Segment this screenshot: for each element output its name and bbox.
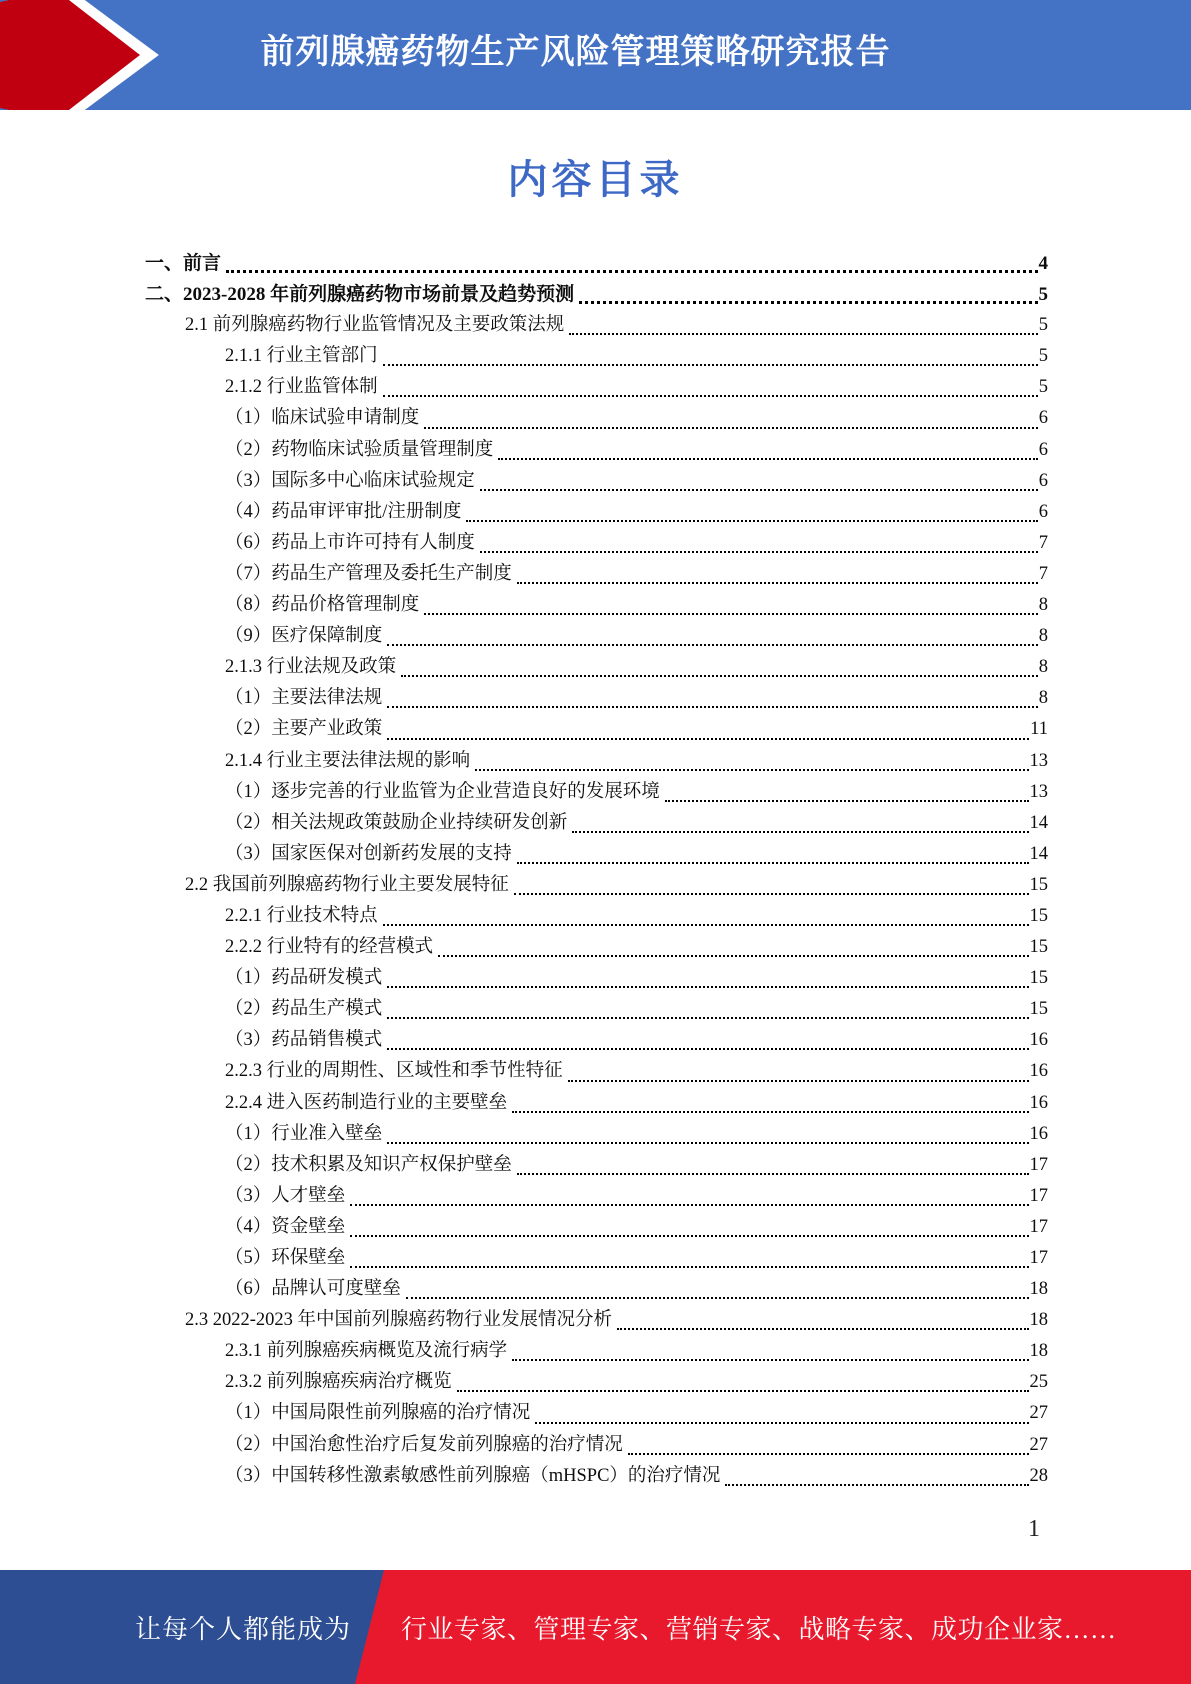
toc-entry-page: 27: [1029, 1434, 1048, 1455]
dot-leader: [517, 862, 1029, 864]
page-number-indicator: 1: [1028, 1516, 1040, 1542]
toc-entry[interactable]: [145, 1181, 1048, 1212]
report-title: 前列腺癌药物生产风险管理策略研究报告: [260, 32, 891, 71]
footer-slogan-right: 行业专家、管理专家、营销专家、战略专家、成功企业家……: [401, 1614, 1117, 1644]
toc-entry-label: 2.2.4 进入医药制造行业的主要壁垒: [225, 1092, 508, 1113]
toc-entry-page: 28: [1029, 1465, 1048, 1486]
toc-entry-page: 15: [1029, 905, 1048, 926]
toc-entry-label: （3）药品销售模式: [225, 1030, 383, 1051]
dot-leader: [514, 893, 1029, 895]
toc-entry-page: 13: [1029, 781, 1048, 802]
toc-entry-page: 6: [1038, 439, 1048, 460]
dot-leader: [387, 706, 1037, 708]
toc-entry[interactable]: [145, 714, 1048, 745]
toc-entry-label: （1）逐步完善的行业监管为企业营造良好的发展环境: [225, 781, 660, 802]
toc-entry-page: 4: [1038, 253, 1048, 274]
toc-entry-label: （8）药品价格管理制度: [225, 595, 420, 616]
dot-leader: [226, 270, 1037, 273]
toc-entry[interactable]: [145, 963, 1048, 994]
dot-leader: [498, 458, 1037, 460]
toc-entry[interactable]: [145, 1025, 1048, 1056]
toc-entry-label: 一、前言: [145, 253, 222, 274]
toc-entry[interactable]: [145, 777, 1048, 808]
toc-entry-label: 2.3.2 前列腺癌疾病治疗概览: [225, 1372, 452, 1393]
toc-entry-page: 16: [1029, 1123, 1048, 1144]
dot-leader: [617, 1328, 1028, 1330]
dot-leader: [406, 1297, 1029, 1299]
toc-entry-page: 11: [1030, 719, 1048, 740]
footer-banner: [0, 1570, 1191, 1684]
dot-leader: [665, 800, 1029, 802]
toc-entry-label: （3）国家医保对创新药发展的支持: [225, 843, 512, 864]
toc-entry-page: 5: [1038, 315, 1048, 336]
dot-leader: [475, 769, 1028, 771]
toc-entry-page: 15: [1029, 968, 1048, 989]
toc-title: 内容目录: [507, 157, 684, 202]
toc-entry[interactable]: [145, 1119, 1048, 1150]
toc-entry-label: 2.2.1 行业技术特点: [225, 905, 378, 926]
toc-entry-page: 18: [1029, 1341, 1048, 1362]
dot-leader: [438, 955, 1028, 957]
toc-entry[interactable]: [145, 683, 1048, 714]
dot-leader: [387, 1048, 1028, 1050]
toc-entry-page: 8: [1038, 688, 1048, 709]
toc-entry[interactable]: [145, 466, 1048, 497]
dot-leader: [628, 1453, 1029, 1455]
toc-entry[interactable]: [145, 590, 1048, 621]
toc-entry[interactable]: [145, 1461, 1048, 1492]
dot-leader: [517, 1173, 1029, 1175]
toc-entry[interactable]: [145, 808, 1048, 839]
toc-entry[interactable]: [145, 1056, 1048, 1087]
toc-entry-page: 25: [1029, 1372, 1048, 1393]
toc-entry-page: 17: [1029, 1216, 1048, 1237]
toc-entry[interactable]: [145, 1398, 1048, 1429]
toc-entry-page: 27: [1029, 1403, 1048, 1424]
toc-entry-label: 2.3 2022-2023 年中国前列腺癌药物行业发展情况分析: [185, 1310, 613, 1331]
toc-entry[interactable]: [145, 279, 1048, 310]
footer-slogan-left: 让每个人都能成为: [134, 1614, 351, 1644]
dot-leader: [383, 364, 1038, 366]
dot-leader: [387, 1017, 1028, 1019]
toc-entry-label: （2）主要产业政策: [225, 719, 383, 740]
toc-entry-page: 15: [1029, 999, 1048, 1020]
toc-entry-page: 5: [1038, 377, 1048, 398]
toc-entry-label: （3）人才壁垒: [225, 1185, 346, 1206]
toc-entry-label: 2.1.2 行业监管体制: [225, 377, 378, 398]
dot-leader: [572, 831, 1028, 833]
toc-entry[interactable]: [145, 248, 1048, 279]
dot-leader: [457, 1390, 1029, 1392]
toc-entry[interactable]: [145, 1088, 1048, 1119]
dot-leader: [387, 986, 1028, 988]
toc-entry-page: 18: [1029, 1310, 1048, 1331]
toc-entry-label: 2.3.1 前列腺癌疾病概览及流行病学: [225, 1341, 508, 1362]
toc-entry[interactable]: [145, 932, 1048, 963]
toc-entry-page: 15: [1029, 937, 1048, 958]
toc-entry-label: （9）医疗保障制度: [225, 626, 383, 647]
toc-entry-label: 2.1 前列腺癌药物行业监管情况及主要政策法规: [185, 315, 565, 336]
toc-entry-page: 7: [1038, 563, 1048, 584]
toc-entry[interactable]: [145, 403, 1048, 434]
toc-entry-label: （2）药物临床试验质量管理制度: [225, 439, 494, 460]
toc-entry[interactable]: [145, 1336, 1048, 1367]
toc-entry-label: （4）药品审评审批/注册制度: [225, 501, 462, 522]
toc-entry-label: 2.2 我国前列腺癌药物行业主要发展特征: [185, 874, 509, 895]
toc-entry[interactable]: [145, 839, 1048, 870]
dot-leader: [350, 1266, 1028, 1268]
toc-entry-page: 5: [1038, 284, 1048, 306]
toc-entry[interactable]: [145, 559, 1048, 590]
dot-leader: [725, 1484, 1028, 1486]
dot-leader: [517, 582, 1038, 584]
dot-leader: [383, 395, 1038, 397]
toc-entry-page: 7: [1038, 532, 1048, 553]
toc-entry[interactable]: [145, 994, 1048, 1025]
toc-entry-page: 17: [1029, 1154, 1048, 1175]
toc-entry[interactable]: [145, 1243, 1048, 1274]
toc-entry-label: （1）中国局限性前列腺癌的治疗情况: [225, 1403, 531, 1424]
toc-entry-page: 17: [1029, 1185, 1048, 1206]
toc-entry[interactable]: [145, 870, 1048, 901]
toc-entry-page: 6: [1038, 408, 1048, 429]
toc-entry[interactable]: [145, 1367, 1048, 1398]
toc-entry-label: （3）国际多中心临床试验规定: [225, 470, 475, 491]
toc-entry-label: （1）行业准入壁垒: [225, 1123, 383, 1144]
toc-entry[interactable]: [145, 435, 1048, 466]
dot-leader: [568, 1080, 1029, 1082]
toc-entry[interactable]: [145, 1274, 1048, 1305]
toc-entry-page: 6: [1038, 470, 1048, 491]
toc-entry-label: （4）资金壁垒: [225, 1216, 346, 1237]
dot-leader: [424, 427, 1037, 429]
dot-leader: [383, 924, 1029, 926]
toc-entry-page: 14: [1029, 812, 1048, 833]
toc-entry-page: 13: [1029, 750, 1048, 771]
toc-entry-label: 2.1.4 行业主要法律法规的影响: [225, 750, 471, 771]
toc-entry-label: （5）环保壁垒: [225, 1248, 346, 1268]
toc-entry-page: 16: [1029, 1030, 1048, 1051]
dot-leader: [387, 644, 1037, 646]
toc-entry-label: （6）药品上市许可持有人制度: [225, 532, 475, 553]
dot-leader: [424, 613, 1037, 615]
toc-entry-label: （1）药品研发模式: [225, 968, 383, 989]
toc-entry[interactable]: [145, 372, 1048, 403]
dot-leader: [535, 1422, 1028, 1424]
toc-entry-page: 5: [1038, 346, 1048, 367]
toc-entry-page: 18: [1029, 1279, 1048, 1300]
toc-entry-label: （2）药品生产模式: [225, 999, 383, 1020]
toc-entry-page: 6: [1038, 501, 1048, 522]
dot-leader: [512, 1111, 1028, 1113]
dot-leader: [480, 551, 1038, 553]
toc-entry[interactable]: [145, 621, 1048, 652]
dot-leader: [579, 301, 1037, 304]
report-header-banner: [0, 0, 1191, 110]
toc-entry-label: 2.1.1 行业主管部门: [225, 346, 378, 367]
toc-entry[interactable]: [145, 746, 1048, 777]
toc-entry-label: （1）临床试验申请制度: [225, 408, 420, 429]
toc-entry[interactable]: [145, 1305, 1048, 1336]
toc-entry-label: （3）中国转移性激素敏感性前列腺癌（mHSPC）的治疗情况: [225, 1465, 721, 1486]
toc-entry-page: 8: [1038, 595, 1048, 616]
toc-entry-page: 17: [1029, 1248, 1048, 1268]
toc-entry-label: 2.2.3 行业的周期性、区域性和季节性特征: [225, 1061, 563, 1082]
toc-entry-label: （6）品牌认可度壁垒: [225, 1279, 401, 1300]
toc-entry-page: 8: [1038, 657, 1048, 678]
dot-leader: [350, 1204, 1028, 1206]
toc-entry-page: 14: [1029, 843, 1048, 864]
dot-leader: [350, 1235, 1028, 1237]
dot-leader: [387, 738, 1029, 740]
toc-entry-label: 二、2023-2028 年前列腺癌药物市场前景及趋势预测: [145, 284, 575, 306]
dot-leader: [480, 489, 1038, 491]
toc-entry[interactable]: [145, 1430, 1048, 1461]
toc-entry-label: （2）中国治愈性治疗后复发前列腺癌的治疗情况: [225, 1434, 623, 1455]
dot-leader: [569, 333, 1037, 335]
dot-leader: [387, 1142, 1028, 1144]
dot-leader: [512, 1359, 1028, 1361]
dot-leader: [466, 520, 1037, 522]
toc-entry[interactable]: [145, 341, 1048, 372]
toc-entry[interactable]: [145, 528, 1048, 559]
dot-leader: [401, 675, 1038, 677]
toc-entry-label: 2.1.3 行业法规及政策: [225, 657, 397, 678]
toc-entry-page: 16: [1029, 1092, 1048, 1113]
toc-entry[interactable]: [145, 310, 1048, 341]
toc-entry[interactable]: [145, 1150, 1048, 1181]
toc-entry-page: 8: [1038, 626, 1048, 647]
toc-list: [145, 248, 1048, 1492]
toc-entry[interactable]: [145, 1212, 1048, 1243]
toc-entry-page: 16: [1029, 1061, 1048, 1082]
toc-entry-label: （7）药品生产管理及委托生产制度: [225, 563, 512, 584]
toc-entry-label: （1）主要法律法规: [225, 688, 383, 709]
toc-entry-page: 15: [1029, 874, 1048, 895]
toc-entry[interactable]: [145, 652, 1048, 683]
toc-entry-label: （2）技术积累及知识产权保护壁垒: [225, 1154, 512, 1175]
toc-entry[interactable]: [145, 901, 1048, 932]
toc-entry[interactable]: [145, 497, 1048, 528]
toc-entry-label: 2.2.2 行业特有的经营模式: [225, 937, 434, 958]
toc-entry-label: （2）相关法规政策鼓励企业持续研发创新: [225, 812, 568, 833]
